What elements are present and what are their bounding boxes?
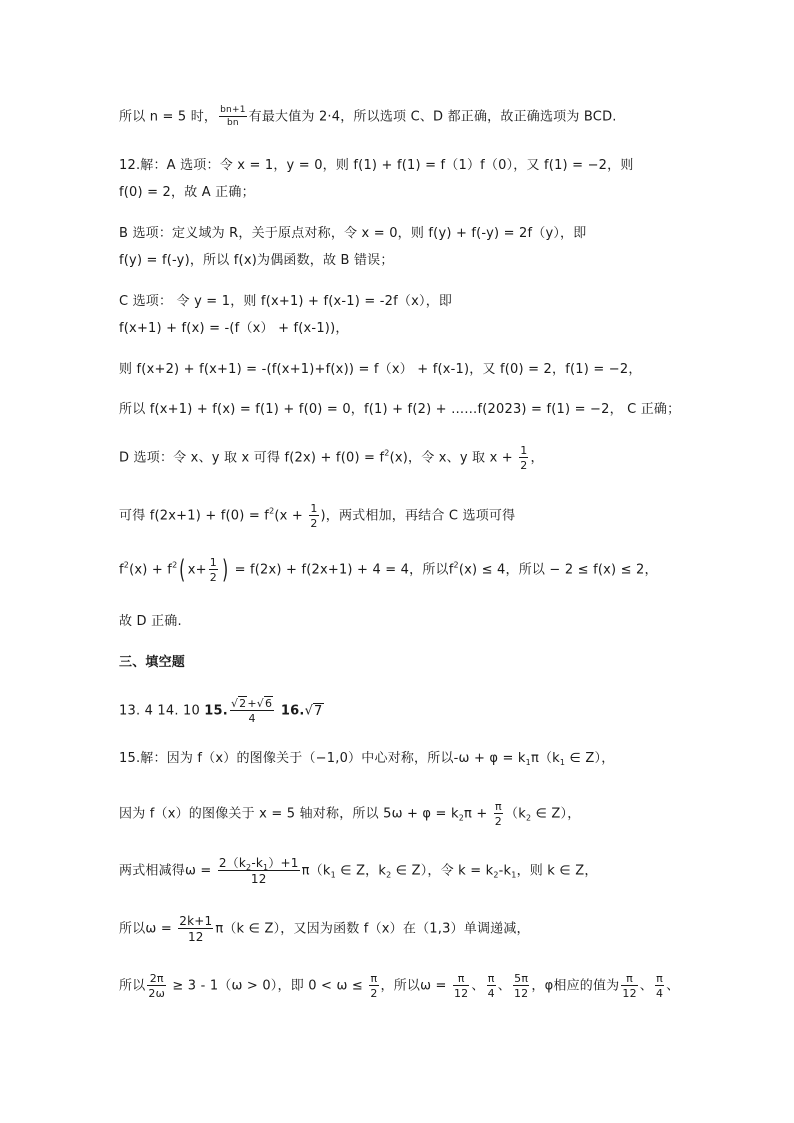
- line-q12-c3: 则 f(x+2) + f(x+1) = -(f(x+1)+f(x)) = f（x） + f(x-1)，又 f(0) = 2，f(1) = −2，: [119, 362, 642, 377]
- fraction-root2-root6-over-4: $\frac{√2+√6}{4}$: [230, 697, 273, 725]
- line-q12-d3: $f^2(x) + f^2$( x+ $\frac{1}{2}$ ) = f(2x) + f(2x+1) + 4 = 4，所以$f^2(x) \le 4$，所以 − 2 ≤ f(x) ≤ 2，: [119, 555, 658, 585]
- line-q12-c4: 所以 f(x+1) + f(x) = f(1) + f(0) = 0，f(1) + f(2) + ……f(2023) = f(1) = −2， C 正确；: [119, 402, 681, 417]
- fraction-omega-difference: $\frac{2(k_2-k_1)+1}{12}$: [218, 856, 299, 886]
- fraction-one-half: $\frac{1}{2}$: [520, 444, 528, 472]
- line-q12-d2: 可得 $f(2x+1) + f(0) = f^2(x$ + $\frac{1}{2}$ )，两式相加，再结合 C 选项可得: [119, 502, 516, 530]
- line-q12-c2: f(x+1) + f(x) = -(f（x） + f(x-1))，: [119, 321, 349, 336]
- fraction-pi-over-2: $\frac{\pi}{2}$: [370, 972, 378, 1000]
- fraction-5pi-over-12: $\frac{5\pi}{12}$: [513, 972, 529, 1000]
- line-q12-d4: 故 D 正确.: [119, 614, 182, 629]
- section-heading-fill-in: 三、填空题: [119, 655, 186, 670]
- line-q12-c1: C 选项： 令 y = 1，则 f(x+1) + f(x-1) = -2f（x），即: [119, 294, 453, 309]
- fraction-bn1-bn: $\frac{bn+1}{bn}$: [220, 105, 246, 128]
- line-q15-5: 所以 $\frac{2\pi}{2\omega}$ ≥ 3 - 1（ω > 0），即 0 < ω ≤ $\frac{\pi}{2}$ ，所以ω = $\frac{\pi}{12}$ 、 $\frac{\pi}{4}$ 、 $\frac{5\pi}{12}$ ，φ相应的值为 $\frac{\pi}{12}$ 、 $\frac{\pi}{4}$ 、: [119, 972, 680, 1000]
- fraction-2pi-over-2omega: $\frac{2\pi}{2\omega}$: [148, 972, 166, 1000]
- fraction-pi-over-12: $\frac{\pi}{12}$: [453, 972, 469, 1000]
- fraction-2k-plus-1-over-12: $\frac{2k+1}{12}$: [179, 914, 213, 944]
- fraction-pi-over-12: $\frac{\pi}{12}$: [622, 972, 637, 1000]
- line-q12-d1: D 选项：令 x、y 取 x 可得 $f(2x) + f(0) = f^2(x)$，令 x、y 取 x + $\frac{1}{2}$ ，: [119, 444, 544, 472]
- line-q15-1: 15.解：因为 f（x）的图像关于（−1,0）中心对称，所以$-\omega + \varphi = k_1\pi(k_1$ ∈ Z），: [119, 751, 615, 767]
- line-q12-b1: B 选项：定义域为 R，关于原点对称，令 x = 0，则 f(y) + f(-y) = 2f（y），即: [119, 226, 587, 241]
- line-q12-a1: 12.解：A 选项：令 x = 1，y = 0，则 f(1) + f(1) = f（1）f（0），又 f(1) = −2，则: [119, 158, 634, 173]
- line-q15-3: 两式相减得ω = $\frac{2(k_2-k_1)+1}{12}$ $\pi(k_1$ ∈ Z，$k_2$ ∈ Z），令 $k = k_2-k_1$，则 k ∈ Z，: [119, 856, 598, 886]
- fraction-pi-over-2: $\frac{\pi}{2}$: [494, 800, 502, 828]
- line-q12-b2: f(y) = f(-y)，所以 f(x)为偶函数，故 B 错误；: [119, 253, 394, 268]
- fraction-one-half: $\frac{1}{2}$: [209, 556, 217, 584]
- fraction-pi-over-4: $\frac{\pi}{4}$: [655, 972, 664, 1000]
- line-q15-2: 因为 f（x）的图像关于 x = 5 轴对称，所以 $5\omega + \varphi = k_2\pi$ + $\frac{\pi}{2}$ （$k_2$ ∈ Z），: [119, 800, 581, 828]
- line-conclusion-11: 所以 n = 5 时， $\frac{bn+1}{bn}$ 有最大值为 2·4，所以选项 C、D 都正确，故正确选项为 BCD.: [119, 105, 617, 128]
- line-q12-a2: f(0) = 2，故 A 正确；: [119, 185, 255, 200]
- fraction-pi-over-4: $\frac{\pi}{4}$: [487, 972, 495, 1000]
- fraction-one-half: $\frac{1}{2}$: [310, 502, 318, 530]
- line-answers: 13. 4 14. 10 15. $\frac{√2+√6}{4}$ 16.√7: [119, 697, 323, 725]
- line-q15-4: 所以ω = $\frac{2k+1}{12}$ π（k ∈ Z），又因为函数 f（x）在（1,3）单调递减，: [119, 914, 530, 944]
